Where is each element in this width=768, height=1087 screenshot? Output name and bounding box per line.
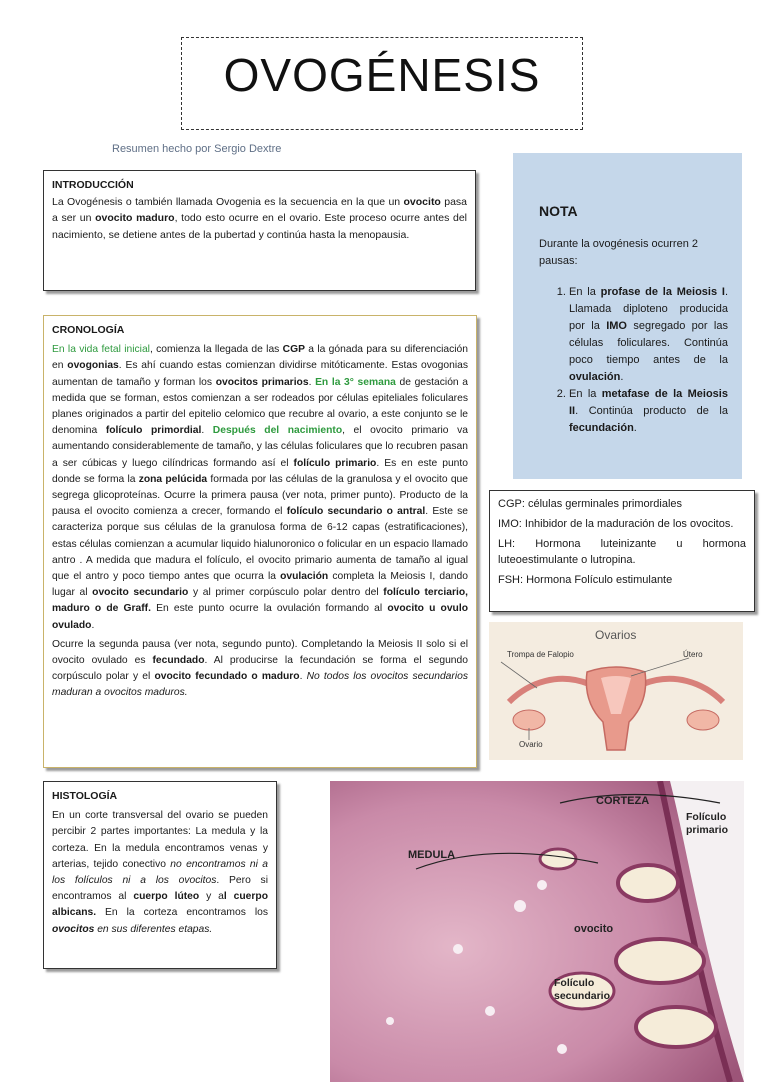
- ovary-label-trompa: Trompa de Falopio: [507, 650, 574, 659]
- ovary-micrograph: [330, 781, 744, 1082]
- glossary-lh: LH: Hormona luteinizante u hormona luteoestimulante o lutropina.: [498, 538, 746, 566]
- page-title: OVOGÉNESIS: [223, 49, 541, 101]
- ovary-label-ovario: Ovario: [519, 740, 543, 749]
- ovary-title: Ovarios: [595, 628, 637, 642]
- label-medula: MEDULA: [408, 849, 456, 861]
- subtitle: Resumen hecho por Sergio Dextre: [112, 143, 282, 155]
- label-foliculo-primario: Folículo primario: [686, 811, 729, 836]
- glossary-fsh: FSH: Hormona Folículo estimulante: [498, 574, 673, 586]
- intro-text: La Ovogénesis o también llamada Ovogenia es la secuencia en la que un ovocito pasa a ser un ovocito maduro, todo esto ocurre en el ovario. Este proceso ocurre antes del nacimiento, se detiene antes de la pubertad y continúa hasta la menopausia.: [52, 195, 468, 241]
- note-item-2: 2. En la metafase de la Meiosis II. Continúa producto de la fecundación.: [569, 386, 728, 437]
- ovary-label-utero: Útero: [683, 650, 703, 659]
- chronology-paragraph-1: En la vida fetal inicial, comienza la llegada de las CGP a la gónada para su diferenciación en ovogonias. Es ahí cuando estas comienzan dividirse mitóticamente. Estas ovogonias aumentan de tamaño y forman los ovocitos primarios. En la 3° semana de gestación a medida que se forman, estos comienzan a ser rodeados por células epiteliales foliculares planes originados a partir del epitelio celomico que recubre al ovario, a este conjunto se le denomina folículo primordial. Después del nacimiento, el ovocito primario va aumentando considerablemente de tamaño, y las células foliculares que lo recubren pasan a ser cúbicas y luego cilíndricas formando así el folículo primario. Es en este punto donde se forma la zona pelúcida formada por las células de la granulosa y el ovocito que segrega glicoproteínas. Ocurre la primera pausa (ver nota, primer punto). Producto de la pausa el ovocito comienza a crecer, formando el folículo secundario o antral. Este se caracteriza porque sus células de la granulosa forma de 6-12 capas (estratificaciones), estas células comienzan a acumular liquido hialunoronico o folicular en un espacio llamado antro . A medida que madura el folículo, el ovocito primario aumenta de tamaño al igual que el antro y poco tiempo antes que ocurra la ovulación completa la Meiosis I, dando lugar al ovocito secundario y al primer corpúsculo polar dentro del folículo terciario, maduro o de Graff. En este punto ocurre la ovulación formando al ovocito u ovulo ovulado.: [52, 344, 469, 631]
- glossary-cgp: CGP: células germinales primordiales: [498, 498, 683, 510]
- label-corteza: CORTEZA: [596, 795, 650, 807]
- intro-box: [43, 170, 476, 291]
- glossary-imo: IMO: Inhibidor de la maduración de los ovocitos.: [498, 518, 734, 530]
- note-intro: Durante la ovogénesis ocurren 2 pausas:: [539, 238, 698, 267]
- title-box: [181, 37, 583, 130]
- label-ovocito: ovocito: [574, 923, 614, 935]
- micrograph-image: [330, 781, 744, 1082]
- histology-box: [43, 781, 277, 969]
- histology-text: En un corte transversal del ovario se pueden percibir 2 partes importantes: La medula y la corteza. En la medula encontramos venas y arterias, tejido conectivo no encontramos ni a los folículos ni a los ovocitos. Pero si encontramos al cuerpo lúteo y al cuerpo albicans. En la corteza encontramos los ovocitos en sus diferentes etapas.: [52, 810, 268, 935]
- note-heading: NOTA: [539, 203, 578, 219]
- intro-heading: INTRODUCCIÓN: [52, 179, 134, 191]
- note-item-1: 1. En la profase de la Meiosis I. Llamada diploteno producida por la IMO segregado por las células foliculares. Continúa poco tiempo antes de la ovulación.: [569, 284, 728, 386]
- chronology-box: [43, 315, 477, 768]
- glossary-box: [489, 490, 755, 612]
- label-foliculo-secundario: Folículo secundario: [554, 977, 611, 1002]
- chronology-heading: CRONOLOGÍA: [52, 324, 125, 336]
- note-list: [539, 284, 728, 437]
- chronology-paragraph-2: Ocurre la segunda pausa (ver nota, segundo punto). Completando la Meiosis II solo si el ovocito ovulado es fecundado. Al producirse la fecundación se forma el segundo corpúsculo polar y el ovocito fecundado o maduro. No todos los ovocitos secundarios maduran a ovocitos maduros.: [52, 638, 468, 699]
- histology-heading: HISTOLOGÍA: [52, 790, 118, 802]
- note-panel: [513, 153, 742, 479]
- ovary-illustration: [489, 622, 743, 760]
